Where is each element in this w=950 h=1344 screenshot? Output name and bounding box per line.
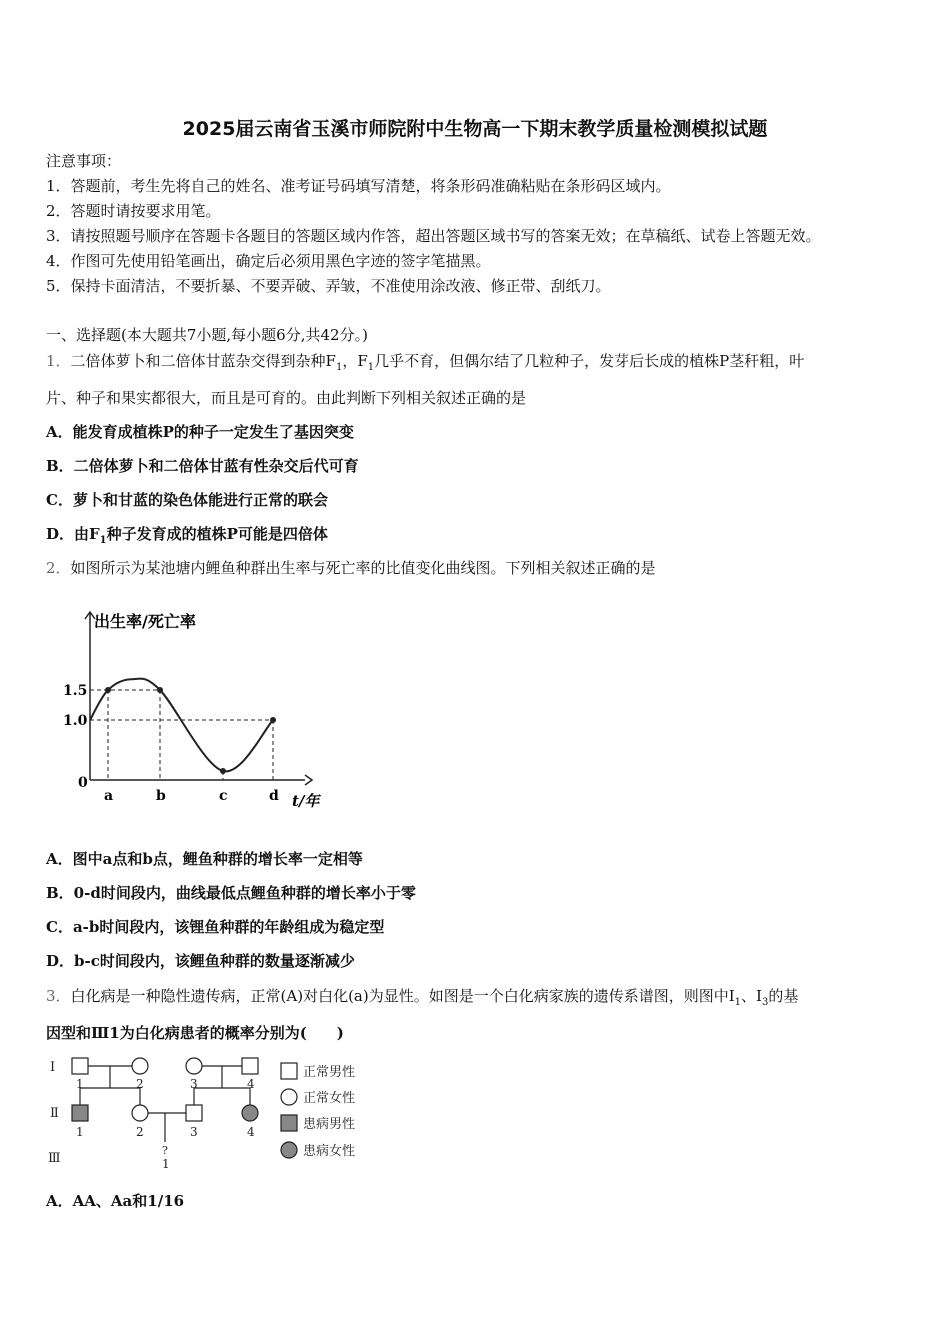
q2-option-b: B．0-d时间段内，曲线最低点鲤鱼种群的增长率小于零 [46,884,416,902]
q1-option-d: D．由$F_1$种子发育成的植株P可能是四倍体 [46,525,328,546]
legend-affected-female-icon [281,1142,297,1158]
q1-option-b: B．二倍体萝卜和二倍体甘蓝有性杂交后代可育 [46,457,359,475]
question-number: 3． [46,987,71,1005]
ind-num: 4 [247,1077,255,1091]
ind-num: 1 [162,1157,170,1171]
note-item: 4．作图可先使用铅笔画出，确定后必须用黑色字迹的签字笔描黑。 [46,252,491,270]
gen2-affected-female-4 [242,1105,258,1121]
chart-title: 出生率/死亡率 [94,612,196,631]
gen-label: Ⅰ [50,1060,56,1075]
note-item: 2．答题时请按要求用笔。 [46,202,221,220]
ind-num: 3 [190,1077,198,1091]
ind-num: 1 [76,1077,84,1091]
question-number: 2． [46,559,71,577]
legend-label: 患病男性 [303,1117,356,1132]
y-tick-label: 0 [78,775,88,791]
unknown-mark: ? [162,1144,168,1157]
legend-label: 患病女性 [303,1144,356,1159]
birth-death-ratio-chart [60,600,340,820]
x-tick-label: c [219,788,228,804]
q2-option-d: D．b-c时间段内，该鲤鱼种群的数量逐渐减少 [46,952,355,970]
legend-label: 正常女性 [303,1091,356,1106]
x-axis-label: t/年 [292,792,320,810]
question-3-stem: 3．白化病是一种隐性遗传病，正常(A)对白化(a)为显性。如图是一个白化病家族的遗传系谱图，则图中$Ⅰ_1$、$Ⅰ_3$的基 [46,987,799,1008]
q1-option-a: A．能发育成植株P的种子一定发生了基因突变 [46,423,354,441]
question-1-stem-line2: 片、种子和果实都很大，而且是可育的。由此判断下列相关叙述正确的是 [46,389,527,407]
point-c [220,768,226,774]
legend-affected-male-icon [281,1115,297,1131]
x-tick-label: d [269,788,279,804]
gen1-female-3 [186,1058,202,1074]
question-3-stem-line2: 因型和Ⅲ1为白化病患者的概率分别为( ) [46,1024,344,1042]
note-item: 5．保持卡面清洁，不要折暴、不要弄破、弄皱，不准使用涂改液、修正带、刮纸刀。 [46,277,611,295]
x-axis-arrow [305,775,312,785]
gen1-female-2 [132,1058,148,1074]
q1-option-c: C．萝卜和甘蓝的染色体能进行正常的联会 [46,491,328,509]
y-tick-label: 1.0 [63,713,88,729]
gen1-male-1 [72,1058,88,1074]
ind-num: 2 [136,1125,144,1139]
question-2-stem: 2．如图所示为某池塘内鲤鱼种群出生率与死亡率的比值变化曲线图。下列相关叙述正确的是 [46,559,656,577]
note-item: 3．请按照题号顺序在答题卡各题目的答题区域内作答，超出答题区域书写的答案无效；在草稿纸、试卷上答题无效。 [46,227,821,245]
gen2-female-2 [132,1105,148,1121]
gen-label: Ⅲ [48,1151,61,1166]
ind-num: 4 [247,1125,255,1139]
gen-label: Ⅱ [50,1106,59,1121]
point-d [270,717,276,723]
y-tick-label: 1.5 [63,683,88,699]
question-number: 1． [46,352,71,370]
gen1-male-4 [242,1058,258,1074]
legend-normal-male-icon [281,1063,297,1079]
gen2-male-3 [186,1105,202,1121]
q2-option-c: C．a-b时间段内，该锂鱼种群的年龄组成为稳定型 [46,918,385,936]
section-heading: 一、选择题(本大题共7小题,每小题6分,共42分。) [46,326,368,344]
series-line [90,679,273,772]
notes-heading: 注意事项： [46,152,122,170]
x-tick-label: b [156,788,166,804]
page-title: 2025届云南省玉溪市师院附中生物高一下期末教学质量检测模拟试题 [182,118,768,140]
legend-normal-female-icon [281,1089,297,1105]
legend-label: 正常男性 [303,1065,356,1080]
point-b [157,687,163,693]
gen2-affected-male-1 [72,1105,88,1121]
point-a [105,687,111,693]
x-tick-label: a [104,788,114,804]
pedigree-chart [40,1050,380,1175]
ind-num: 3 [190,1125,198,1139]
question-1-stem: 1．二倍体萝卜和二倍体甘蓝杂交得到杂种$F_1$，$F_1$几乎不育，但偶尔结了几粒种子，发芽后长成的植株P茎秆粗，叶 [46,352,805,373]
q3-option-a: A．AA、Aa和1/16 [46,1192,185,1210]
q2-option-a: A．图中a点和b点，鲤鱼种群的增长率一定相等 [46,850,363,868]
ind-num: 2 [136,1077,144,1091]
note-item: 1．答题前，考生先将自己的姓名、准考证号码填写清楚，将条形码准确粘贴在条形码区域内。 [46,177,671,195]
ind-num: 1 [76,1125,84,1139]
